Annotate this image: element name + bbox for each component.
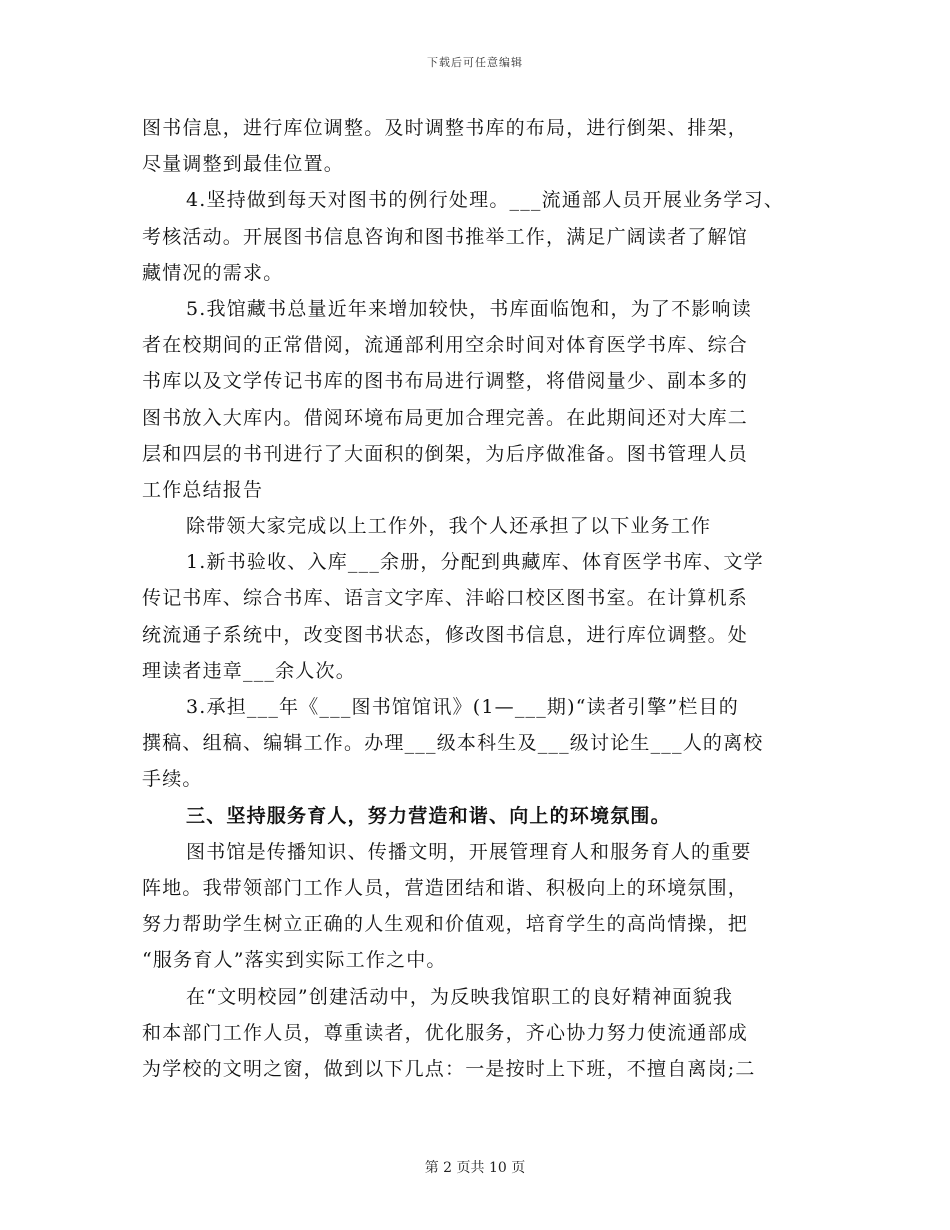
section-heading: 三、坚持服务育人，努力营造和谐、向上的环境氛围。 [186,804,671,827]
text-line: 理读者违章___余人次。 [142,659,356,682]
text-line: “服务育人”落实到实际工作之中。 [142,949,447,972]
text-line: 传记书库、综合书库、语言文字库、沣峪口校区图书室。在计算机系 [142,587,749,610]
document-body [142,110,832,1087]
text-line: 撰稿、组稿、编辑工作。办理___级本科生及___级讨论生___人的离校 [142,732,764,755]
text-line: 图书馆是传播知识、传播文明，开展管理育人和服务育人的重要 [186,840,752,863]
page-number-footer: 第 2 页共 10 页 [424,1160,526,1176]
text-line: 在“文明校园”创建活动中，为反映我馆职工的良好精神面貌我 [186,985,734,1008]
text-line: 为学校的文明之窗，做到以下几点：一是按时上下班，不擅自离岗;二 [142,1057,756,1080]
text-line: 和本部门工作人员，尊重读者，优化服务，齐心协力努力使流通部成 [142,1021,749,1044]
text-line: 层和四层的书刊进行了大面积的倒架，为后序做准备。图书管理人员 [142,442,749,465]
text-line: 4.坚持做到每天对图书的例行处理。___流通部人员开展业务学习、 [186,189,785,212]
text-line: 手续。 [142,768,203,791]
text-line: 者在校期间的正常借阅，流通部利用空余时间对体育医学书库、综合 [142,334,749,357]
text-line: 1.新书验收、入库___余册，分配到典藏库、体育医学书库、文学 [186,551,764,574]
text-line: 努力帮助学生树立正确的人生观和价值观，培育学生的高尚情操，把 [142,913,749,936]
text-line: 尽量调整到最佳位置。 [142,153,345,176]
text-line: 5.我馆藏书总量近年来增加较快，书库面临饱和，为了不影响读 [186,297,752,320]
page-header: 下载后可任意编辑 [427,56,523,69]
text-line: 书库以及文学传记书库的图书布局进行调整，将借阅量少、副本多的 [142,370,749,393]
text-line: 藏情况的需求。 [142,261,284,284]
text-line: 阵地。我带领部门工作人员，营造团结和谐、积极向上的环境氛围， [142,876,749,899]
text-line: 工作总结报告 [142,478,264,501]
text-line: 考核活动。开展图书信息咨询和图书推举工作，满足广阔读者了解馆 [142,225,749,248]
text-line: 图书放入大库内。借阅环境布局更加合理完善。在此期间还对大库二 [142,406,749,429]
text-line: 图书信息，进行库位调整。及时调整书库的布局，进行倒架、排架， [142,117,749,139]
text-line: 统流通子系统中，改变图书状态，修改图书信息，进行库位调整。处 [142,623,749,646]
text-line: 3.承担___年《___图书馆馆讯》(1—___期)“读者引擎”栏目的 [186,696,739,718]
text-line: 除带领大家完成以上工作外，我个人还承担了以下业务工作 [186,515,712,538]
